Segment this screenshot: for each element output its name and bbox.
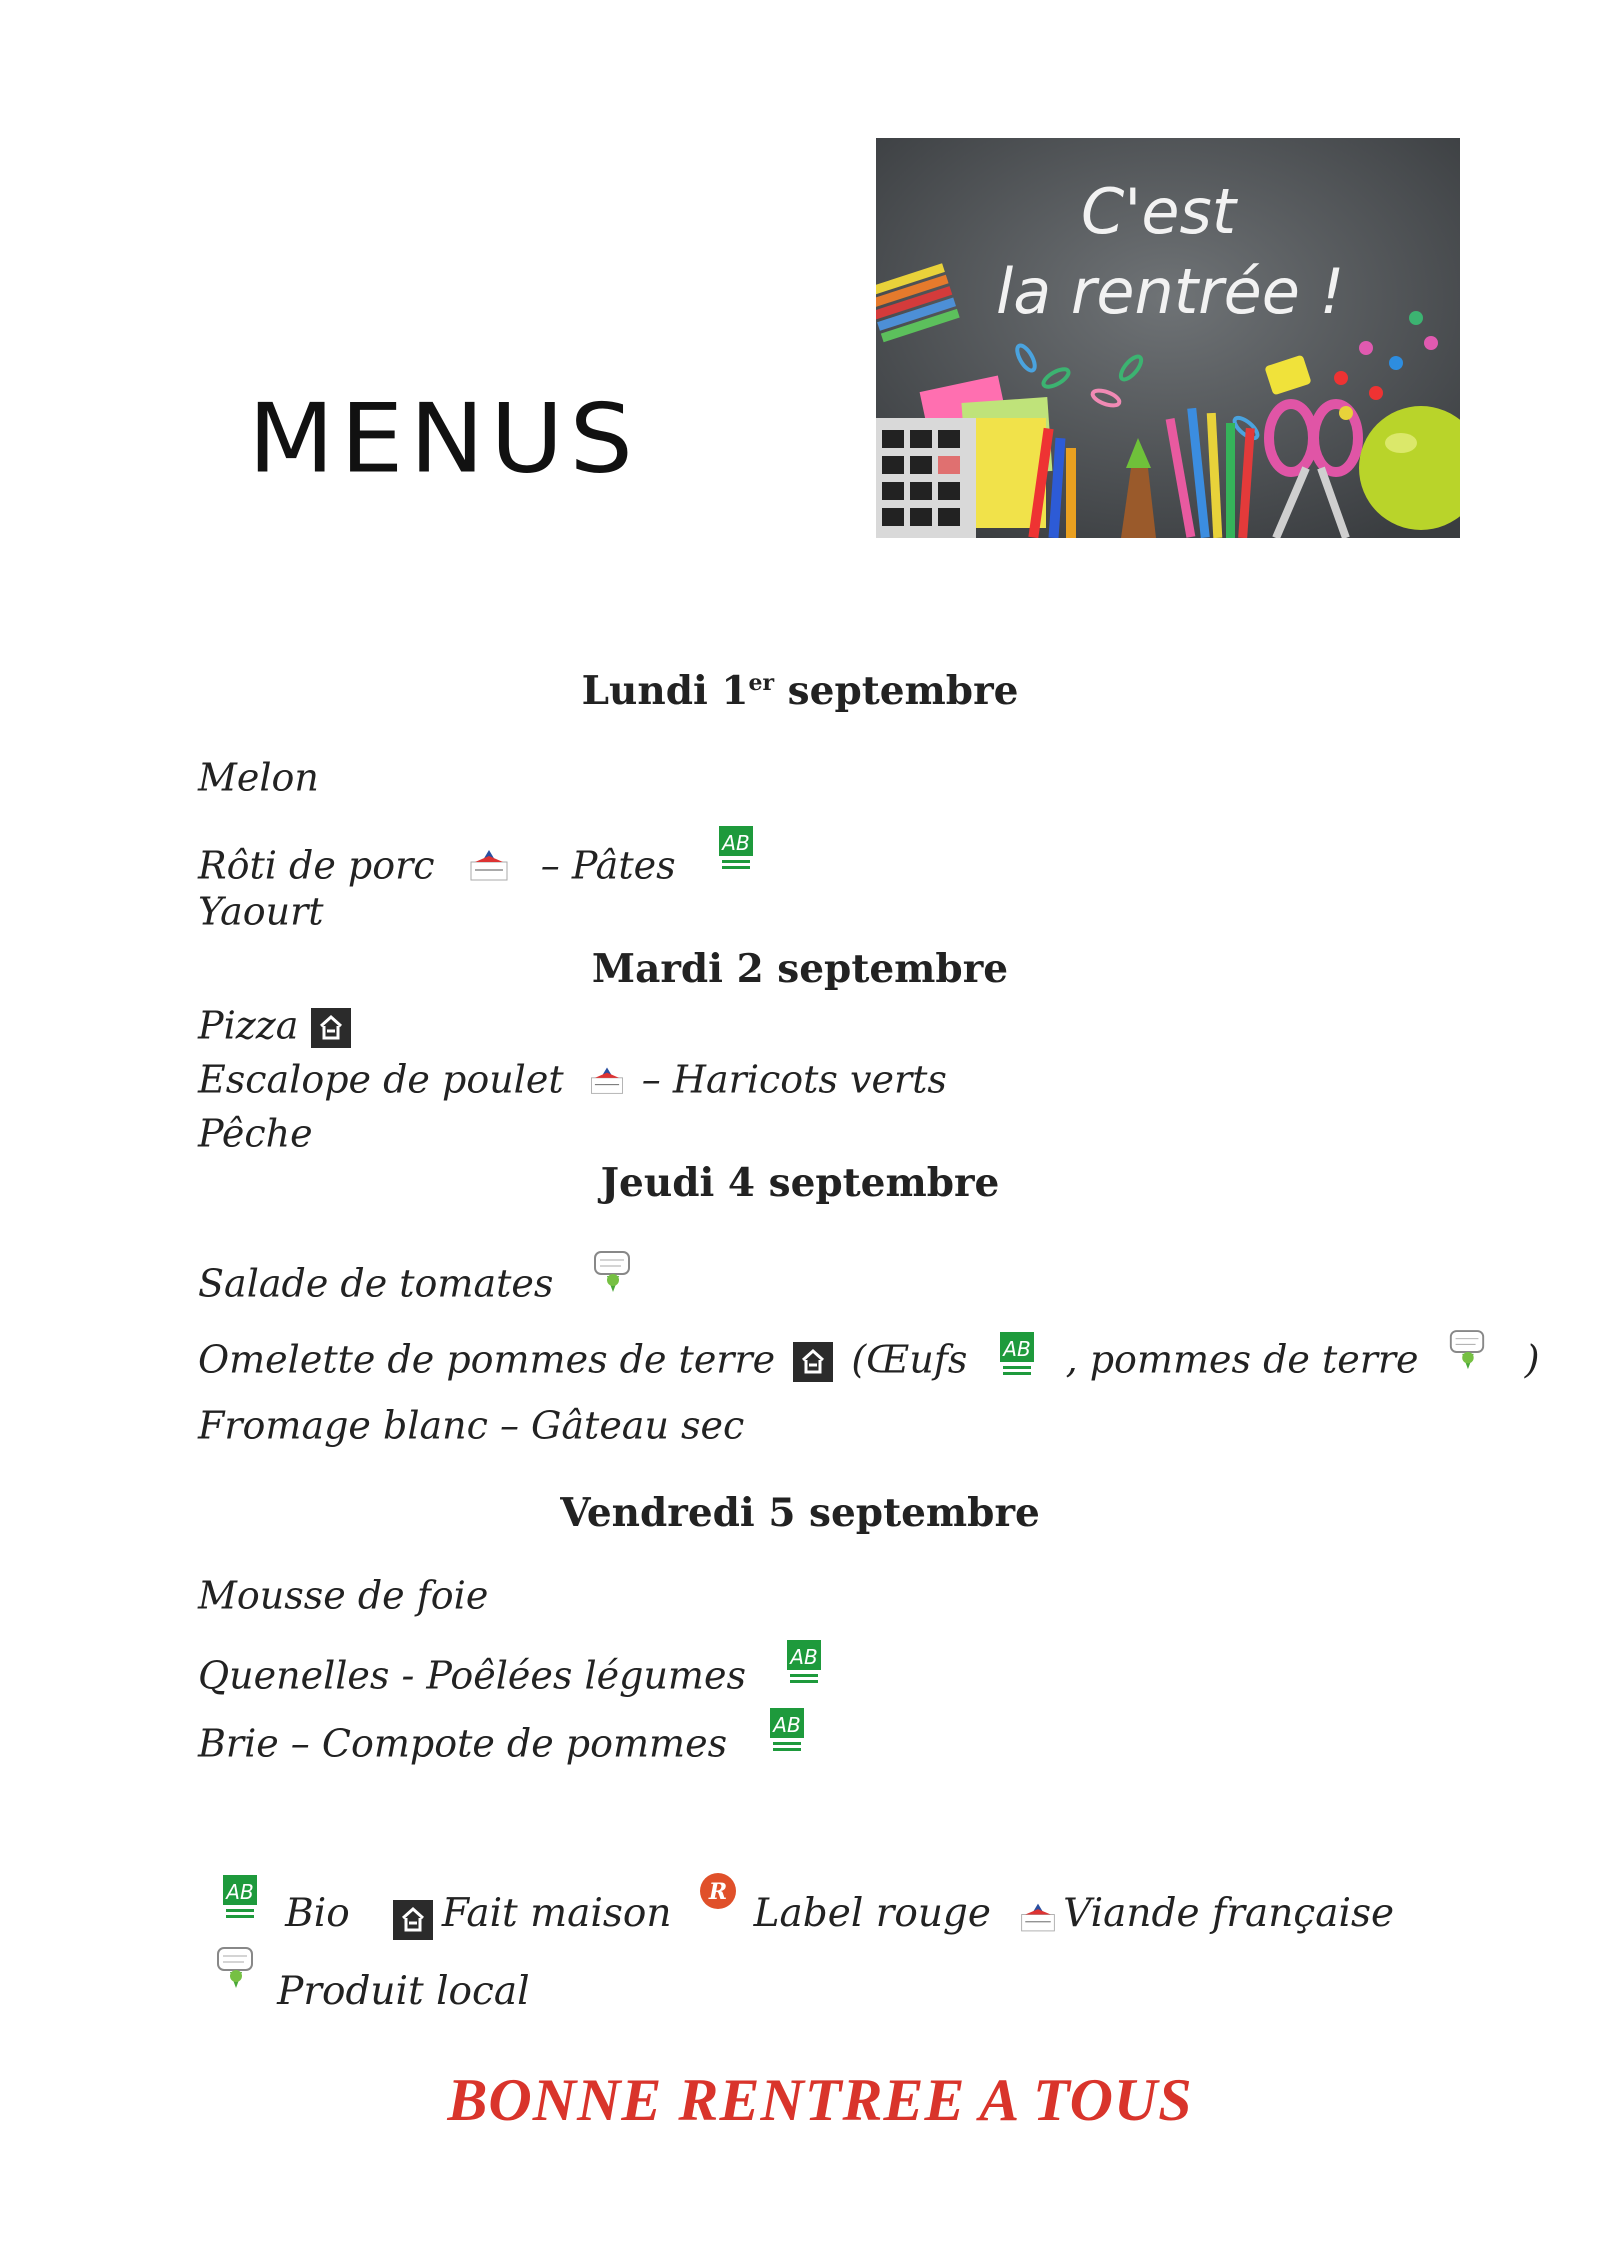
svg-text:AB: AB — [790, 1644, 818, 1669]
menu-line: Quenelles - Poêlées légumes AB — [198, 1636, 822, 1698]
bio-icon — [769, 1704, 805, 1753]
day-heading-mardi: Mardi 2 septembre — [591, 946, 1009, 992]
produit-local-icon — [591, 1248, 633, 1298]
menu-line: Melon — [198, 755, 319, 800]
label-rouge-icon — [697, 1870, 739, 1916]
legend-fait-maison: Fait maison — [441, 1891, 672, 1936]
menu-line: Omelette de pommes de terre (Œufs AB , pommes de terre ) — [198, 1326, 1540, 1382]
menu-line: Pizza — [198, 1000, 351, 1048]
fait-maison-icon — [793, 1337, 833, 1383]
day-heading-vendredi: Vendredi 5 septembre — [560, 1490, 1040, 1536]
produit-local-icon — [1447, 1326, 1487, 1375]
legend-produit-local: Produit local — [277, 1969, 530, 2014]
rentree-banner — [876, 138, 1460, 538]
day-heading-jeudi: Jeudi 4 septembre — [600, 1160, 1000, 1206]
bio-icon — [786, 1636, 822, 1685]
fait-maison-icon — [393, 1900, 433, 1944]
viande-francaise-icon — [1018, 1901, 1058, 1943]
page-title: MENUS — [248, 382, 639, 495]
svg-text:AB: AB — [226, 1880, 254, 1904]
banner-line-1: C'est — [1081, 175, 1237, 248]
svg-text:AB: AB — [773, 1712, 801, 1737]
legend-row-2 — [214, 1946, 530, 2014]
legend-label-rouge: Label rouge — [753, 1891, 991, 1936]
menu-line: Brie – Compote de pommes AB — [198, 1704, 805, 1766]
svg-text:AB: AB — [721, 830, 750, 855]
viande-francaise-icon — [588, 1058, 626, 1102]
viande-francaise-icon — [467, 843, 511, 889]
menu-line: Pêche — [198, 1111, 313, 1156]
produit-local-icon — [214, 1946, 256, 1998]
bio-icon — [718, 822, 754, 871]
legend-viande-francaise: Viande française — [1063, 1891, 1395, 1936]
menu-line: Mousse de foie — [198, 1573, 489, 1618]
menu-line: Fromage blanc – Gâteau sec — [198, 1403, 745, 1448]
banner-line-2: la rentrée ! — [996, 255, 1345, 328]
menu-line: Salade de tomates — [198, 1248, 633, 1306]
legend — [222, 1870, 1394, 1944]
menu-line: Escalope de poulet – Haricots verts — [198, 1057, 947, 1102]
menu-line: Yaourt — [198, 889, 324, 934]
menu-line: Rôti de porc – Pâtes AB — [198, 822, 754, 888]
legend-bio: Bio — [285, 1891, 350, 1936]
day-heading-lundi: Lundi 1er septembre — [581, 668, 1019, 714]
svg-text:R: R — [708, 1879, 727, 1905]
bio-icon — [222, 1874, 258, 1924]
closing-message: BONNE RENTREE A TOUS — [447, 2067, 1193, 2133]
fait-maison-icon — [311, 1003, 351, 1049]
bio-icon — [999, 1328, 1035, 1377]
school-supplies-picture — [876, 138, 1460, 538]
svg-text:AB: AB — [1003, 1336, 1032, 1361]
